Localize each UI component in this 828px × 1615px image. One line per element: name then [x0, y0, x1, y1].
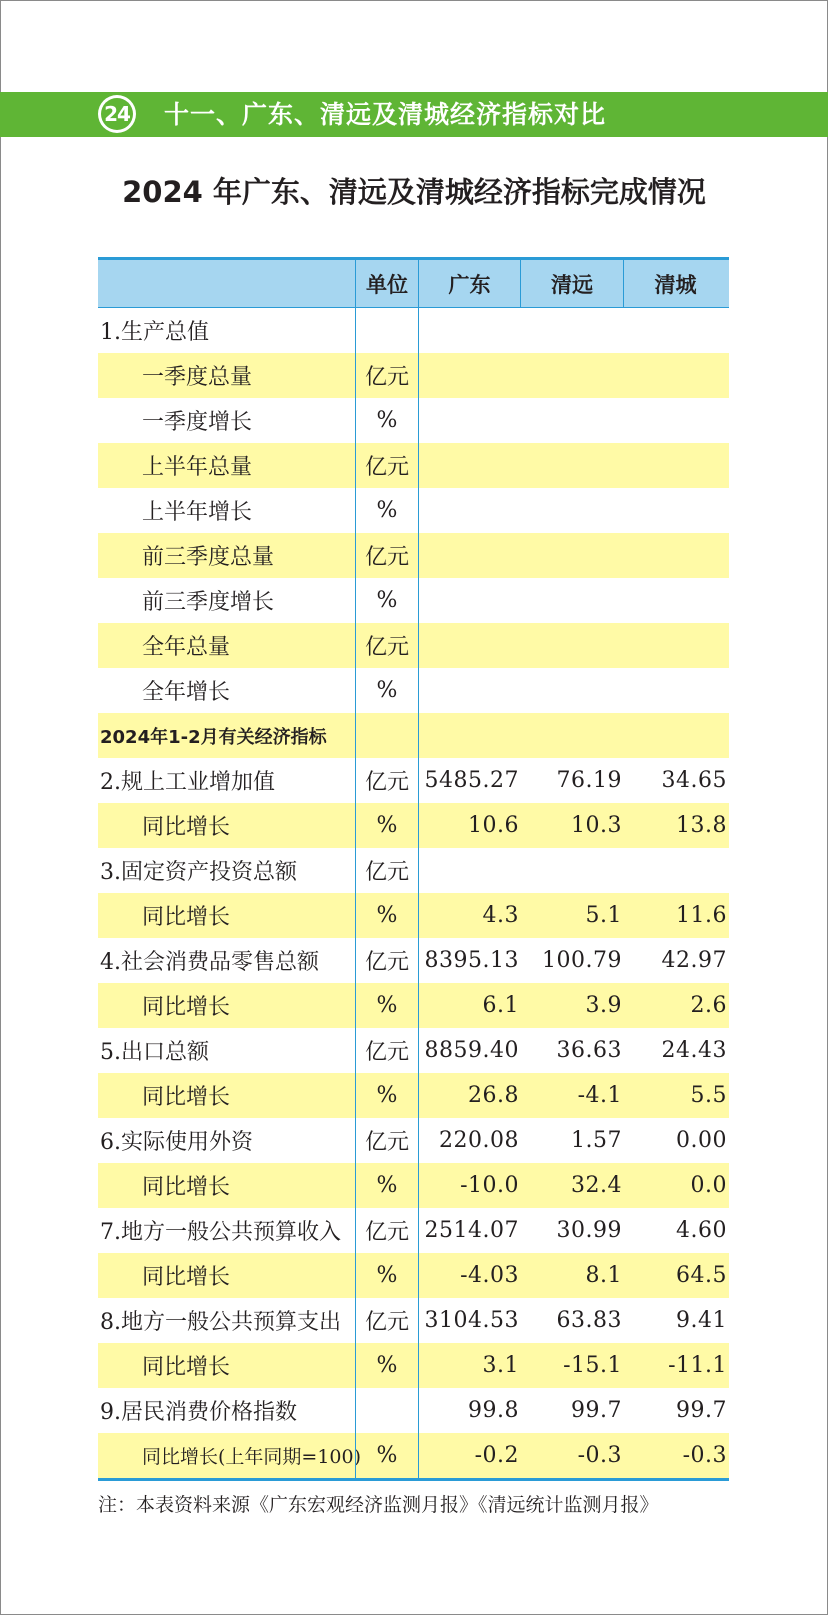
- chapter-number: 24: [101, 98, 133, 130]
- row-name: 上半年增长: [142, 500, 253, 525]
- header-unit: 单位: [355, 260, 419, 307]
- value-guangdong: 6.1: [482, 993, 519, 1018]
- value-guangdong: 220.08: [439, 1128, 519, 1153]
- value-qingcheng: [624, 848, 727, 893]
- value-guangdong: 2514.07: [424, 1218, 519, 1243]
- value-qingcheng: 13.8: [676, 813, 727, 838]
- header-name: [98, 260, 355, 307]
- row-unit: 亿元: [355, 353, 419, 398]
- value-qingyuan: -15.1: [563, 1353, 622, 1378]
- value-qingcheng: 64.5: [676, 1263, 727, 1288]
- value-qingcheng: [624, 533, 727, 578]
- value-qingyuan: [521, 443, 624, 488]
- row-unit: [355, 1388, 419, 1433]
- page-title: 2024 年广东、清远及清城经济指标完成情况: [122, 175, 706, 209]
- table-row: [98, 443, 729, 488]
- row-unit: 亿元: [355, 533, 419, 578]
- value-qingcheng: [624, 623, 727, 668]
- table-body: [98, 308, 729, 1478]
- row-unit: %: [355, 803, 419, 848]
- value-qingcheng: [624, 398, 727, 443]
- value-guangdong: 4.3: [482, 903, 519, 928]
- value-qingyuan: [521, 848, 624, 893]
- header-qingyuan: 清远: [521, 260, 624, 307]
- value-qingcheng: [624, 443, 727, 488]
- row-name: 同比增长: [142, 1355, 231, 1380]
- table-row: [98, 1388, 729, 1433]
- value-qingcheng: 9.41: [676, 1308, 727, 1333]
- row-name: 4.社会消费品零售总额: [100, 950, 319, 975]
- value-qingcheng: 0.0: [690, 1173, 727, 1198]
- row-name: 同比增长: [142, 905, 231, 930]
- row-unit: 亿元: [355, 938, 419, 983]
- value-qingcheng: 2.6: [690, 993, 727, 1018]
- row-name: 6.实际使用外资: [100, 1130, 253, 1155]
- row-unit: 亿元: [355, 1118, 419, 1163]
- indicator-table: [98, 257, 729, 1481]
- chapter-title: 十一、广东、清远及清城经济指标对比: [164, 100, 607, 129]
- value-guangdong: -4.03: [460, 1263, 519, 1288]
- value-qingyuan: 10.3: [571, 813, 622, 838]
- row-name: 同比增长(上年同期=100): [142, 1446, 362, 1468]
- value-guangdong: [419, 443, 521, 488]
- value-guangdong: 26.8: [468, 1083, 519, 1108]
- row-unit: %: [355, 1253, 419, 1298]
- value-qingcheng: [624, 578, 727, 623]
- value-qingyuan: 99.7: [571, 1398, 622, 1423]
- value-guangdong: 10.6: [468, 813, 519, 838]
- value-guangdong: [419, 623, 521, 668]
- table-row: [98, 533, 729, 578]
- row-unit: %: [355, 578, 419, 623]
- chapter-number-badge: [98, 95, 136, 133]
- table-row: [98, 1208, 729, 1253]
- row-unit: 亿元: [355, 848, 419, 893]
- value-guangdong: 99.8: [468, 1398, 519, 1423]
- row-name: 同比增长: [142, 1265, 231, 1290]
- table-row: [98, 578, 729, 623]
- value-guangdong: [419, 488, 521, 533]
- value-guangdong: -0.2: [474, 1443, 519, 1468]
- table-header-row: [98, 260, 729, 308]
- table-row: [98, 983, 729, 1028]
- value-qingcheng: 34.65: [661, 768, 727, 793]
- value-qingcheng: -11.1: [668, 1353, 727, 1378]
- row-unit: 亿元: [355, 758, 419, 803]
- table-row: [98, 353, 729, 398]
- value-guangdong: [419, 668, 521, 713]
- value-qingcheng: 5.5: [690, 1083, 727, 1108]
- value-qingyuan: [521, 668, 624, 713]
- value-guangdong: 8859.40: [424, 1038, 519, 1063]
- value-qingyuan: [521, 713, 624, 758]
- row-name: 7.地方一般公共预算收入: [100, 1220, 341, 1245]
- table-row: [98, 623, 729, 668]
- row-name: 同比增长: [142, 995, 231, 1020]
- value-qingcheng: [624, 668, 727, 713]
- value-guangdong: [419, 353, 521, 398]
- row-unit: 亿元: [355, 1298, 419, 1343]
- row-unit: 亿元: [355, 443, 419, 488]
- value-qingyuan: [521, 623, 624, 668]
- table-row: [98, 668, 729, 713]
- value-guangdong: [419, 398, 521, 443]
- row-name: 一季度总量: [142, 365, 253, 390]
- value-qingcheng: 99.7: [676, 1398, 727, 1423]
- row-name: 同比增长: [142, 1175, 231, 1200]
- value-qingcheng: [624, 713, 727, 758]
- value-guangdong: [419, 578, 521, 623]
- value-guangdong: [419, 848, 521, 893]
- row-name: 5.出口总额: [100, 1040, 209, 1065]
- table-row: [98, 1253, 729, 1298]
- table-row: [98, 1028, 729, 1073]
- value-qingcheng: [624, 488, 727, 533]
- table-row: [98, 308, 729, 353]
- row-unit: 亿元: [355, 623, 419, 668]
- table-row: [98, 938, 729, 983]
- value-qingcheng: -0.3: [682, 1443, 727, 1468]
- row-unit: %: [355, 1433, 419, 1478]
- table-bottom-rule: [98, 1478, 729, 1481]
- row-unit: 亿元: [355, 1208, 419, 1253]
- table-row: [98, 398, 729, 443]
- value-guangdong: 5485.27: [424, 768, 519, 793]
- row-unit: %: [355, 893, 419, 938]
- value-qingyuan: 36.63: [556, 1038, 622, 1063]
- value-qingyuan: [521, 308, 624, 353]
- value-qingyuan: 30.99: [556, 1218, 622, 1243]
- table-row: [98, 1298, 729, 1343]
- row-name: 上半年总量: [142, 455, 253, 480]
- row-unit: [355, 308, 419, 353]
- source-note: 注：本表资料来源《广东宏观经济监测月报》《清远统计监测月报》: [98, 1494, 659, 1516]
- value-guangdong: 8395.13: [424, 948, 519, 973]
- value-qingcheng: 11.6: [676, 903, 727, 928]
- value-qingyuan: 5.1: [585, 903, 622, 928]
- table-row: [98, 1343, 729, 1388]
- table-row: [98, 803, 729, 848]
- row-name: 同比增长: [142, 1085, 231, 1110]
- row-unit: %: [355, 1163, 419, 1208]
- row-unit: %: [355, 1343, 419, 1388]
- value-qingcheng: 4.60: [676, 1218, 727, 1243]
- row-name: 全年总量: [142, 635, 231, 660]
- table-row: [98, 1073, 729, 1118]
- row-unit: %: [355, 983, 419, 1028]
- value-qingcheng: 42.97: [661, 948, 727, 973]
- table-row: [98, 1433, 729, 1478]
- value-guangdong: [419, 713, 521, 758]
- row-name: 2024年1-2月有关经济指标: [100, 726, 327, 748]
- table-row: [98, 848, 729, 893]
- value-qingyuan: 63.83: [556, 1308, 622, 1333]
- value-qingcheng: [624, 353, 727, 398]
- table-row: [98, 713, 729, 758]
- value-qingyuan: [521, 533, 624, 578]
- value-qingyuan: [521, 578, 624, 623]
- table-row: [98, 893, 729, 938]
- row-name: 同比增长: [142, 815, 231, 840]
- value-guangdong: 3104.53: [424, 1308, 519, 1333]
- row-name: 3.固定资产投资总额: [100, 860, 297, 885]
- row-unit: %: [355, 668, 419, 713]
- row-name: 前三季度增长: [142, 590, 275, 615]
- table-row: [98, 488, 729, 533]
- header-guangdong: 广东: [419, 260, 521, 307]
- row-name: 2.规上工业增加值: [100, 770, 275, 795]
- table-row: [98, 1163, 729, 1208]
- table-row: [98, 758, 729, 803]
- value-qingyuan: -0.3: [577, 1443, 622, 1468]
- row-unit: %: [355, 398, 419, 443]
- value-guangdong: [419, 308, 521, 353]
- value-qingyuan: 3.9: [585, 993, 622, 1018]
- value-guangdong: -10.0: [460, 1173, 519, 1198]
- value-qingyuan: [521, 353, 624, 398]
- value-guangdong: 3.1: [482, 1353, 519, 1378]
- value-guangdong: [419, 533, 521, 578]
- row-name: 1.生产总值: [100, 320, 209, 345]
- row-name: 8.地方一般公共预算支出: [100, 1310, 341, 1335]
- value-qingcheng: 24.43: [661, 1038, 727, 1063]
- value-qingyuan: 32.4: [571, 1173, 622, 1198]
- row-name: 9.居民消费价格指数: [100, 1400, 297, 1425]
- value-qingyuan: 8.1: [585, 1263, 622, 1288]
- row-unit: %: [355, 488, 419, 533]
- row-unit: %: [355, 1073, 419, 1118]
- row-name: 一季度增长: [142, 410, 253, 435]
- value-qingcheng: 0.00: [676, 1128, 727, 1153]
- value-qingyuan: 100.79: [542, 948, 622, 973]
- value-qingcheng: [624, 308, 727, 353]
- value-qingyuan: [521, 398, 624, 443]
- header-qingcheng: 清城: [654, 272, 697, 297]
- value-qingyuan: -4.1: [577, 1083, 622, 1108]
- row-unit: 亿元: [355, 1028, 419, 1073]
- row-name: 全年增长: [142, 680, 231, 705]
- row-name: 前三季度总量: [142, 545, 275, 570]
- value-qingyuan: 1.57: [571, 1128, 622, 1153]
- value-qingyuan: 76.19: [556, 768, 622, 793]
- row-unit: [355, 713, 419, 758]
- value-qingyuan: [521, 488, 624, 533]
- table-row: [98, 1118, 729, 1163]
